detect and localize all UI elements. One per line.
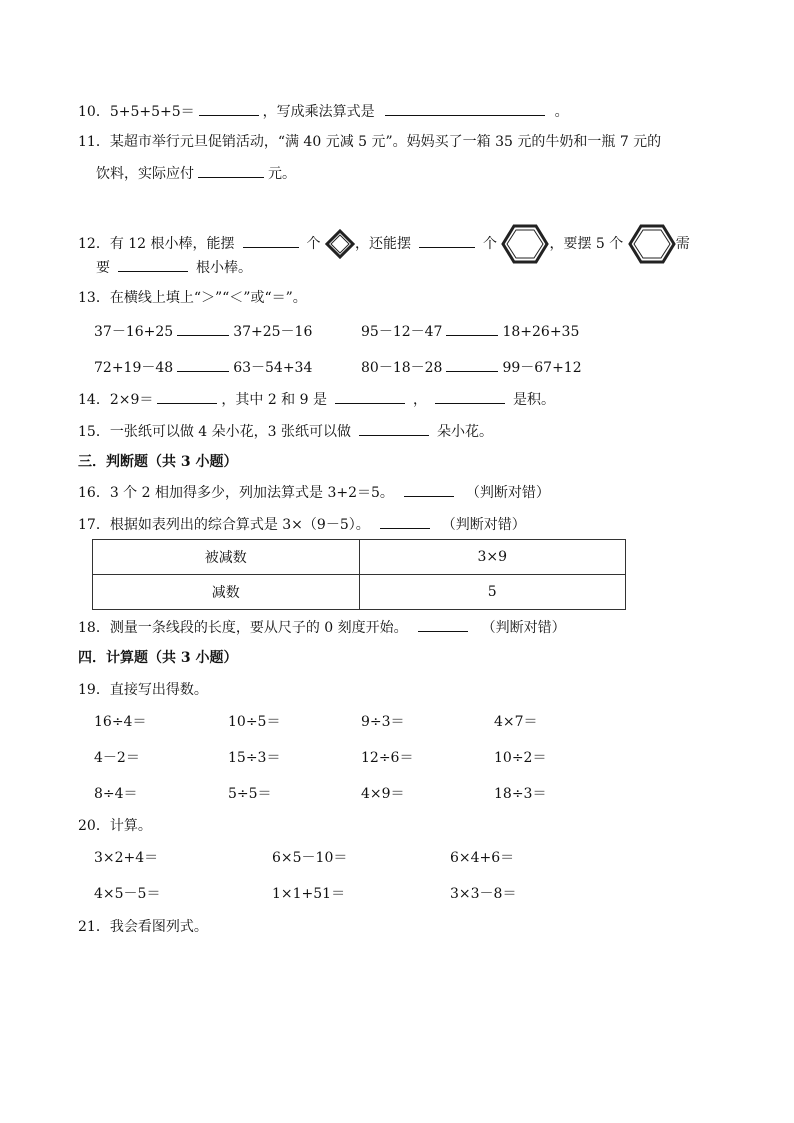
question-number: 15． [78,424,110,440]
calc-item: 10÷5＝ [228,714,281,730]
question-16: 16．3 个 2 相加得多少，列加法算式是 3+2＝5。 （判断对错） [78,482,550,503]
answer-blank[interactable] [446,321,498,336]
question-17: 17．根据如表列出的综合算式是 3×（9－5）。 （判断对错） [78,514,526,535]
question-number: 19． [78,682,110,698]
hexagon-sticks-icon [501,224,549,264]
calc-item: 3×2+4＝ [94,850,159,866]
question-number: 16． [78,485,110,501]
question-number: 20． [78,818,110,834]
calc-item: 15÷3＝ [228,750,281,766]
hexagon-sticks-icon [628,224,676,264]
question-13: 13．在横线上填上“＞”“＜”或“＝”。 [78,290,307,306]
question-number: 11． [78,134,110,150]
answer-blank[interactable] [404,482,454,497]
answer-blank[interactable] [419,233,475,248]
square-sticks-icon [325,229,355,259]
compare-item: 80－18－28 99－67+12 [361,357,582,378]
table-cell: 5 [359,575,626,610]
question-number: 14． [78,392,110,408]
answer-blank[interactable] [418,617,468,632]
answer-blank[interactable] [177,357,229,372]
question-12: 12．有 12 根小棒，能摆 个 ，还能摆 个 ，要摆 5 个 需 [78,224,690,264]
table-row [93,575,626,610]
calc-item: 9÷3＝ [361,714,405,730]
calc-item: 4×7＝ [494,714,538,730]
answer-blank[interactable] [435,389,505,404]
calc-item: 18÷3＝ [494,786,547,802]
section-heading: 三．判断题（共 3 小题） [78,454,238,470]
question-21: 21．我会看图列式。 [78,919,208,935]
answer-blank[interactable] [177,321,229,336]
calc-item: 4×9＝ [361,786,405,802]
compare-item: 72+19－48 63－54+34 [94,357,312,378]
calc-item: 4－2＝ [94,750,140,766]
answer-blank[interactable] [157,389,217,404]
question-10: 10．5+5+5+5＝ ，写成乘法算式是 。 [78,101,569,122]
question-20: 20．计算。 [78,818,152,834]
calc-item: 12÷6＝ [361,750,414,766]
question-11-line2: 饮料，实际应付 元。 [96,163,296,184]
table-cell: 减数 [93,575,360,610]
question-11: 11．某超市举行元旦促销活动，“满 40 元减 5 元”。妈妈买了一箱 35 元的牛奶和一瓶 7 元的 [78,134,662,150]
question-19: 19．直接写出得数。 [78,682,208,698]
question-12-line2: 要 根小棒。 [96,257,252,278]
answer-blank[interactable] [198,163,264,178]
compare-item: 95－12－47 18+26+35 [361,321,579,342]
calc-item: 8÷4＝ [94,786,138,802]
calc-item: 16÷4＝ [94,714,147,730]
question-15: 15．一张纸可以做 4 朵小花，3 张纸可以做 朵小花。 [78,421,493,442]
answer-blank[interactable] [380,514,430,529]
section-heading: 四．计算题（共 3 小题） [78,650,238,666]
question-number: 10． [78,104,110,120]
calc-item: 6×5－10＝ [272,850,348,866]
question-number: 18． [78,620,110,636]
table-row [93,540,626,575]
calc-item: 1×1+51＝ [272,886,346,902]
answer-blank[interactable] [385,101,545,116]
answer-blank[interactable] [335,389,405,404]
question-number: 13． [78,290,110,306]
answer-blank[interactable] [359,421,429,436]
answer-blank[interactable] [199,101,259,116]
table-cell: 3×9 [359,540,626,575]
question-number: 12． [78,236,110,252]
calc-item: 5÷5＝ [228,786,272,802]
calc-item: 6×4+6＝ [450,850,515,866]
question-18: 18．测量一条线段的长度，要从尺子的 0 刻度开始。 （判断对错） [78,617,566,638]
answer-blank[interactable] [118,257,188,272]
data-table [92,539,626,610]
answer-blank[interactable] [446,357,498,372]
calc-item: 3×3－8＝ [450,886,517,902]
table-cell: 被减数 [93,540,360,575]
compare-item: 37－16+25 37+25－16 [94,321,312,342]
calc-item: 10÷2＝ [494,750,547,766]
calc-item: 4×5－5＝ [94,886,161,902]
answer-blank[interactable] [243,233,299,248]
question-number: 21． [78,919,110,935]
question-14: 14．2×9＝ ，其中 2 和 9 是 ， 是积。 [78,389,555,410]
question-number: 17． [78,517,110,533]
